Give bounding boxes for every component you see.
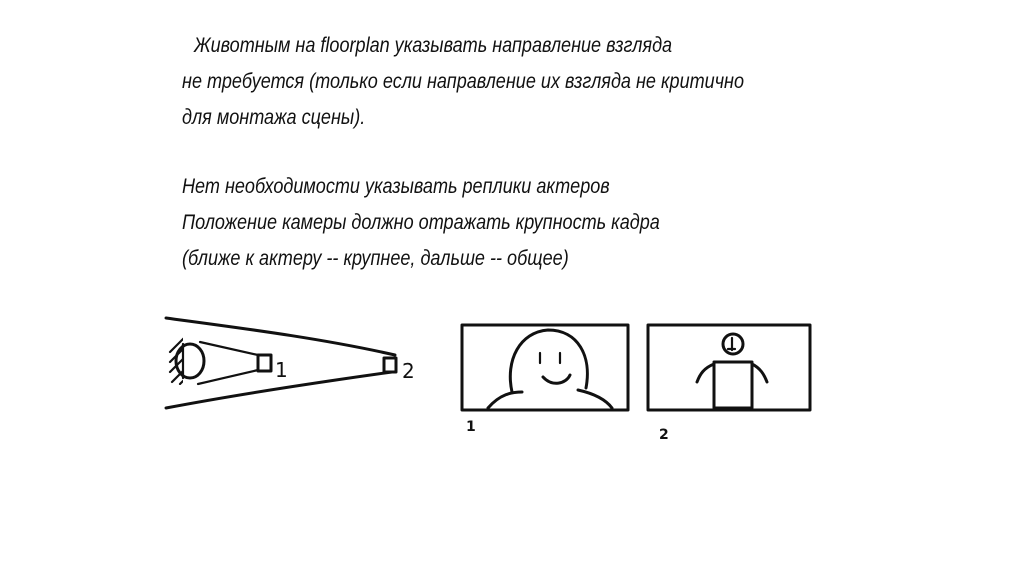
frame2-arm-right: [752, 364, 767, 382]
paragraph2-line3: (ближе к актеру -- крупнее, дальше -- общее): [182, 247, 569, 270]
paragraph2-line1: Нет необходимости указывать реплики актеров: [182, 175, 610, 198]
camera1-frustum-lower: [198, 370, 258, 384]
camera1-label: 1: [275, 358, 288, 382]
floorplan-diagram: [166, 318, 415, 408]
frame1-label: 1: [466, 419, 476, 435]
frame2-label: 2: [659, 427, 669, 443]
frame2-body: [714, 362, 752, 408]
paragraph1-line1: Животным на floorplan указывать направление взгляда: [194, 34, 673, 57]
frame1-shoulders: [488, 390, 612, 408]
frame2-border: [648, 325, 810, 410]
paragraph1-line2: не требуется (только если направление их взгляда не критично: [182, 70, 745, 93]
frame1-border: [462, 325, 628, 410]
frame1-closeup: [462, 325, 628, 435]
frame1-smile: [543, 375, 570, 383]
camera2-label: 2: [402, 359, 415, 383]
paragraph2-line2: Положение камеры должно отражать крупность кадра: [182, 211, 660, 234]
paragraph1-line3: для монтажа сцены).: [182, 106, 366, 129]
frame2-face-mark: [728, 338, 735, 350]
actor-head-icon: [170, 336, 204, 384]
camera2-icon: [384, 358, 396, 372]
camera1-icon: [258, 355, 271, 371]
frame2-arm-left: [697, 364, 714, 382]
frame2-wide-shot: [648, 325, 810, 443]
camera1-frustum-upper: [200, 342, 258, 355]
